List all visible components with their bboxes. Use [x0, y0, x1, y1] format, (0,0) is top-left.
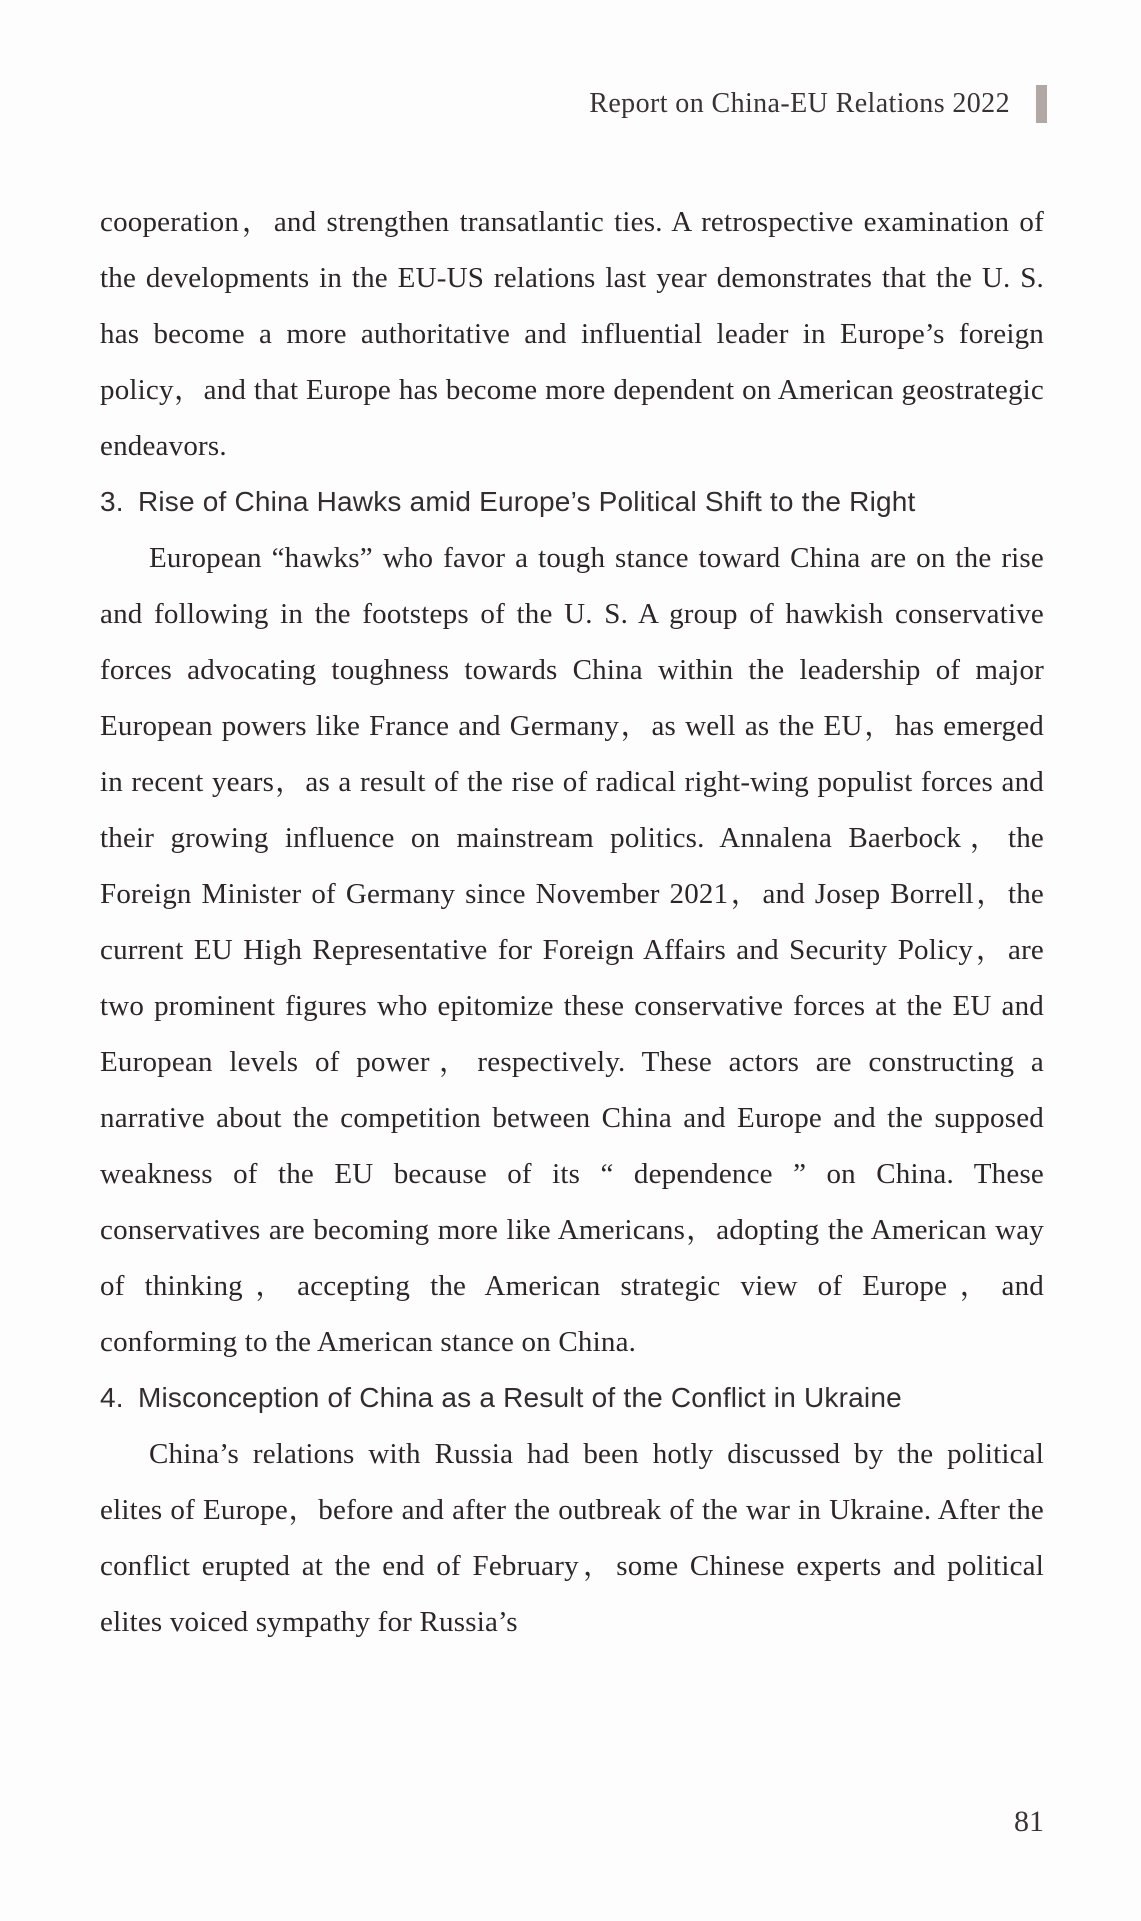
page-body [100, 194, 1044, 1650]
running-header [0, 84, 1047, 124]
section-heading-3: 3. Rise of China Hawks amid Europe’s Political Shift to the Right [100, 486, 916, 517]
running-header-title: Report on China-EU Relations 2022 [589, 88, 1010, 119]
paragraph: European “hawks” who favor a tough stance toward China are on the rise and following in the footsteps of the U. S. A group of hawkish conservative forces advocating toughness towards China within the leadership of major European powers like France and Germany，as well as the EU，has emerged in recent years，as a result of the rise of radical right-wing populist forces and their growing influence on mainstream politics. Annalena Baerbock，the Foreign Minister of Germany since November 2021，and Josep Borrell，the current EU High Representative for Foreign Affairs and Security Policy，are two prominent figures who epitomize these conservative forces at the EU and European levels of power，respectively. These actors are constructing a narrative about the competition between China and Europe and the supposed weakness of the EU because of its “ dependence ” on China. These conservatives are becoming more like Americans，adopting the American way of thinking，accepting the American strategic view of Europe，and conforming to the American stance on China. [100, 542, 1044, 1358]
paragraph: China’s relations with Russia had been hotly discussed by the political elites of Europe，before and after the outbreak of the war in Ukraine. After the conflict erupted at the end of February，some Chinese experts and political elites voiced sympathy for Russia’s [100, 1438, 1044, 1638]
header-accent-bar [1036, 85, 1047, 123]
page-number: 81 [1014, 1805, 1044, 1838]
paragraph: cooperation，and strengthen transatlantic ties. A retrospective examination of the developments in the EU-US relations last year demonstrates that the U. S. has become a more authoritative and influential leader in Europe’s foreign policy，and that Europe has become more dependent on American geostrategic endeavors. [100, 206, 1044, 462]
section-heading-4: 4. Misconception of China as a Result of the Conflict in Ukraine [100, 1382, 902, 1413]
